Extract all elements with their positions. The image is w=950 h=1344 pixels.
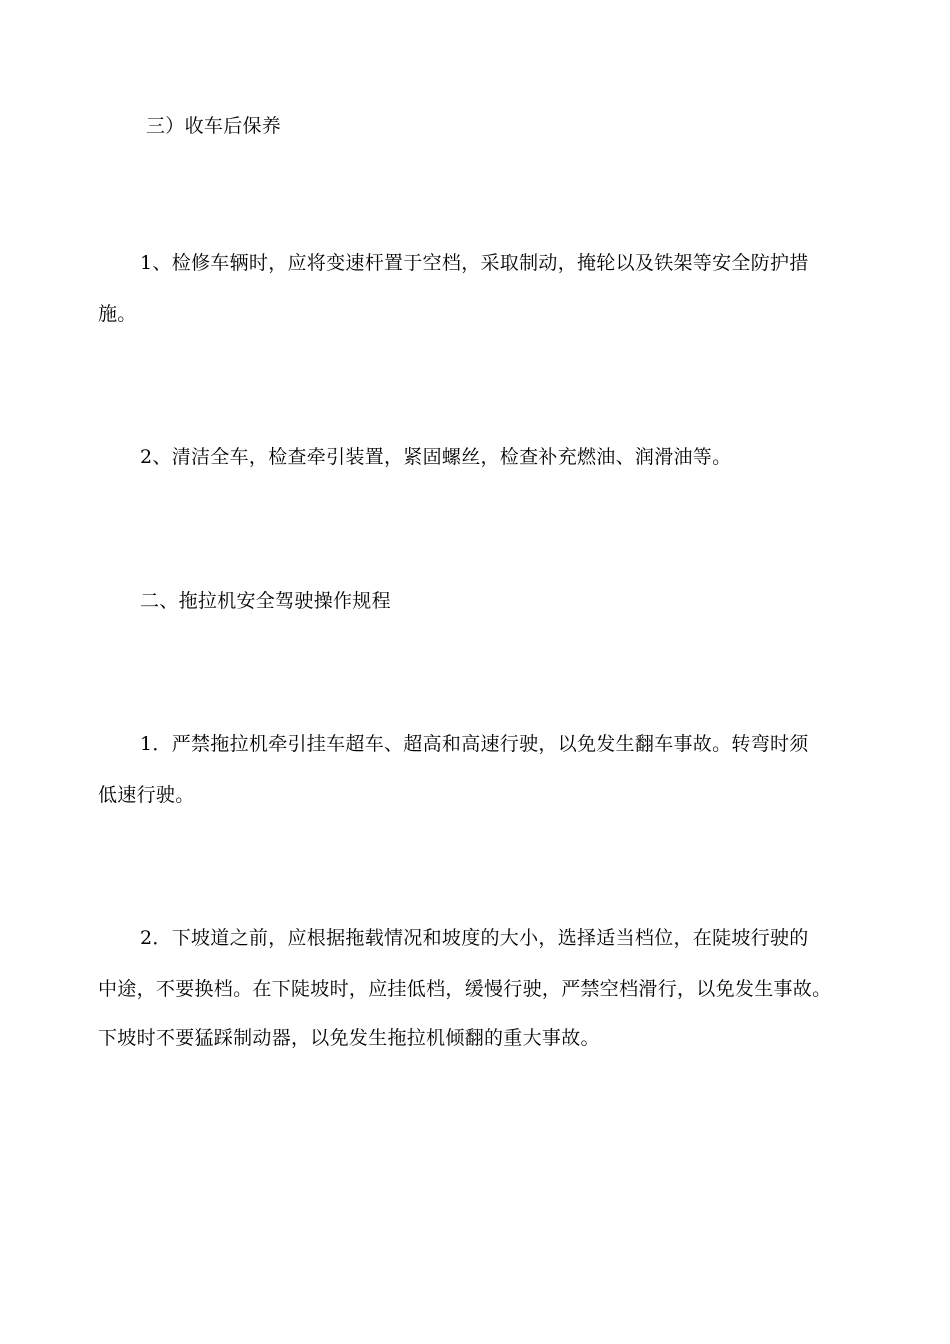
paragraph-rule2-line2: 中途，不要换档。在下陡坡时，应挂低档，缓慢行驶，严禁空档滑行，以免发生事故。 bbox=[98, 978, 832, 1000]
paragraph-rule1-line1: 1．严禁拖拉机牵引挂车超车、超高和高速行驶，以免发生翻车事故。转弯时须 bbox=[140, 733, 809, 755]
section-heading-rules: 二、拖拉机安全驾驶操作规程 bbox=[140, 590, 391, 612]
paragraph-rule1-line2: 低速行驶。 bbox=[98, 784, 195, 806]
paragraph-item2-line1: 2、清洁全车，检查牵引装置，紧固螺丝，检查补充燃油、润滑油等。 bbox=[140, 446, 732, 468]
paragraph-item1-line1: 1、检修车辆时，应将变速杆置于空档，采取制动，掩轮以及铁架等安全防护措 bbox=[140, 252, 809, 274]
section-heading-maintenance: 三）收车后保养 bbox=[146, 115, 282, 137]
paragraph-rule2-line3: 下坡时不要猛踩制动器，以免发生拖拉机倾翻的重大事故。 bbox=[98, 1027, 600, 1049]
paragraph-rule2-line1: 2．下坡道之前，应根据拖载情况和坡度的大小，选择适当档位，在陡坡行驶的 bbox=[140, 927, 809, 949]
paragraph-item1-line2: 施。 bbox=[98, 303, 137, 325]
